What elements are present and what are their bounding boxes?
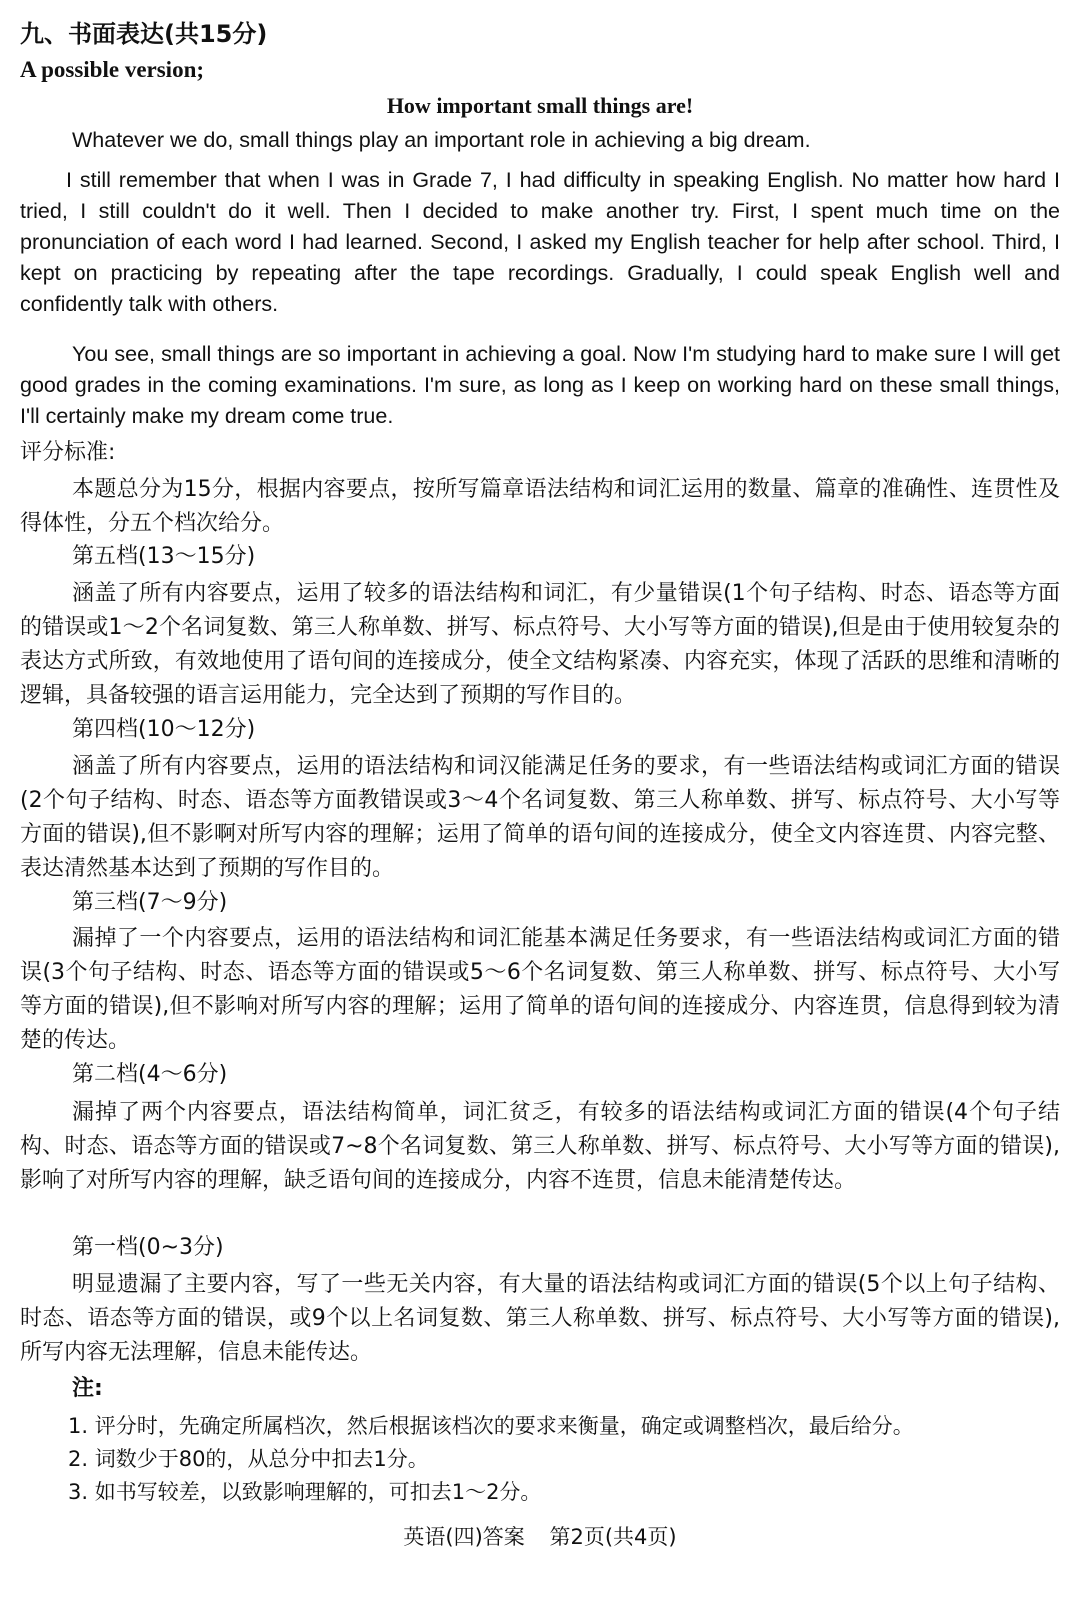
level-4-title: 第四档(10～12分): [72, 717, 256, 742]
note-item: 3. 如书写较差，以致影响理解的，可扣去1～2分。: [68, 1480, 542, 1504]
essay-paragraph-2: I still remember that when I was in Grade 7, I had difficulty in speaking English. No matter how hard I tried, I still couldn't do it well. Then I decided to make another try. First, I spent much time on the pronunciation of each word I had learned. Second, I asked my English teacher for help after school. Third, I kept on practicing by repeating after the tape recordings. Gradually, I could speak English well and confidently talk with others.: [20, 168, 1060, 316]
notes-label: 注:: [72, 1376, 103, 1401]
level-4-description: 涵盖了所有内容要点，运用的语法结构和词汉能满足任务的要求，有一些语法结构或词汇方面的错误(2个句子结构、时态、语态等方面教错误或3～4个名词复数、第三人称单数、拼写、标点符号、大小写等方面的错误),但不影啊对所写内容的理解；运用了简单的语句间的连接成分，使全文内容连贯、内容完整、表达清然基本达到了预期的写作目的。: [20, 754, 1060, 881]
level-1-title: 第一档(0~3分): [72, 1235, 224, 1260]
essay-title: How important small things are!: [386, 93, 694, 118]
page-footer: 英语(四)答案 第2页(共4页): [403, 1525, 677, 1549]
level-3-description: 漏掉了一个内容要点，运用的语法结构和词汇能基本满足任务要求，有一些语法结构或词汇方面的错误(3个句子结构、时态、语态等方面的错误或5～6个名词复数、第三人称单数、拼写、标点符号、大小写等方面的错误),但不影响对所写内容的理解；运用了简单的语句间的连接成分、内容连贯，信息得到较为清楚的传达。: [20, 926, 1060, 1053]
level-3-title: 第三档(7～9分): [72, 890, 228, 915]
rubric-label: 评分标准:: [20, 440, 116, 465]
answer-page: [20, 0, 1060, 1607]
level-1-description: 明显遗漏了主要内容，写了一些无关内容，有大量的语法结构或词汇方面的错误(5个以上句子结构、时态、语态等方面的错误，或9个以上名词复数、第三人称单数、拼写、标点符号、大小写等方面的错误),所写内容无法理解，信息未能传达。: [20, 1272, 1060, 1365]
level-2-description: 漏掉了两个内容要点，语法结构简单，词汇贫乏，有较多的语法结构或词汇方面的错误(4个句子结构、时态、语态等方面的错误或7~8个名词复数、第三人称单数、拼写、标点符号、大小写等方面的错误),影响了对所写内容的理解，缺乏语句间的连接成分，内容不连贯，信息未能清楚传达。: [20, 1100, 1060, 1193]
note-item: 2. 词数少于80的，从总分中扣去1分。: [68, 1447, 429, 1471]
level-5-description: 涵盖了所有内容要点，运用了较多的语法结构和词汇，有少量错误(1个句子结构、时态、语态等方面的错误或1～2个名词复数、第三人称单数、拼写、标点符号、大小写等方面的错误),但是由于使用较复杂的表达方式所致，有效地使用了语句间的连接成分，使全文结构紧凑、内容充实，体现了活跃的思维和清晰的逻辑，具备较强的语言运用能力，完全达到了预期的写作目的。: [20, 581, 1060, 708]
version-label: A possible version;: [20, 57, 205, 82]
level-2-title: 第二档(4～6分): [72, 1062, 228, 1087]
essay-paragraph-1: Whatever we do, small things play an important role in achieving a big dream.: [72, 128, 811, 152]
note-item: 1. 评分时，先确定所属档次，然后根据该档次的要求来衡量，确定或调整档次，最后给分。: [68, 1414, 914, 1438]
level-5-title: 第五档(13～15分): [72, 544, 256, 569]
rubric-intro: 本题总分为15分，根据内容要点，按所写篇章语法结构和词汇运用的数量、篇章的准确性、连贯性及得体性，分五个档次给分。: [20, 477, 1060, 536]
essay-paragraph-3: You see, small things are so important in achieving a goal. Now I'm studying hard to make sure I will get good grades in the coming examinations. I'm sure, as long as I keep on working hard on these small things, I'll certainly make my dream come true.: [20, 342, 1060, 428]
section-title: 九、书面表达(共15分): [20, 20, 268, 48]
